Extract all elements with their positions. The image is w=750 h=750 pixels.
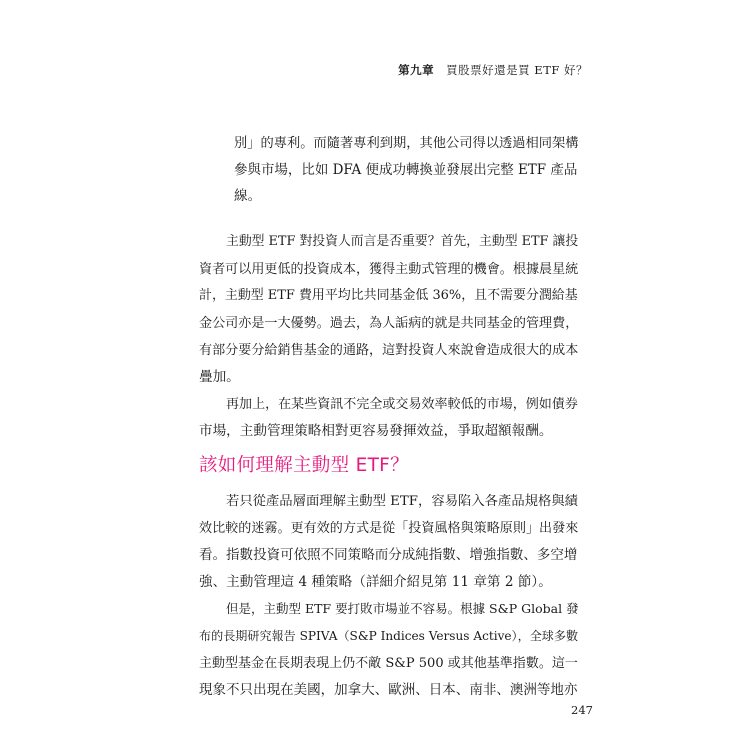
paragraph-line: 效比較的迷霧。更有效的方式是從「投資風格與策略原則」出發來: [199, 521, 579, 536]
running-header: [398, 62, 588, 78]
quote-line: 別」的專利。而隨著專利到期，其他公司得以透過相同架構: [234, 136, 579, 151]
paragraph-line: 疊加。: [199, 369, 240, 385]
paragraph-line: 有部分要分給銷售基金的通路，這對投資人來說會造成很大的成本: [199, 343, 579, 358]
paragraph-line: 但是，主動型 ETF 要打敗市場並不容易。根據 S&P Global 發: [226, 601, 579, 616]
chapter-number: 第九章: [398, 63, 435, 77]
page-number: 247: [571, 703, 593, 717]
paragraph-line: 計，主動型 ETF 費用平均比共同基金低 36%，且不需要分潤給基: [199, 288, 578, 303]
chapter-title: 買股票好還是買 ETF 好？: [446, 63, 588, 77]
paragraph-line: 強、主動管理這 4 種策略（詳細介紹見第 11 章第 2 節）。: [199, 574, 552, 590]
paragraph-line: 資者可以用更低的投資成本，獲得主動式管理的機會。根據晨星統: [199, 262, 579, 277]
paragraph-line: 看。指數投資可依照不同策略而分成純指數、增強指數、多空增: [199, 547, 578, 563]
section-heading: 該如何理解主動型 ETF？: [199, 455, 409, 476]
quote-line: 線。: [234, 188, 262, 204]
paragraph-line: 金公司亦是一大優勢。過去，為人詬病的就是共同基金的管理費，: [199, 316, 579, 331]
paragraph-line: 若只從產品層面理解主動型 ETF，容易陷入各產品規格與績: [226, 494, 578, 509]
paragraph-line: 現象不只出現在美國，加拿大、歐洲、日本、南非、澳洲等地亦: [199, 682, 578, 698]
paragraph-line: 布的長期研究報告 SPIVA（S&P Indices Versus Active），全球多數: [199, 629, 579, 643]
paragraph-line: 市場，主動管理策略相對更容易發揮效益，爭取超額報酬。: [199, 423, 553, 439]
quote-line: 參與市場，比如 DFA 便成功轉換並發展出完整 ETF 產品: [234, 162, 578, 178]
paragraph-line: 再加上，在某些資訊不完全或交易效率較低的市場，例如債券: [226, 397, 578, 412]
paragraph-line: 主動型 ETF 對投資人而言是否重要？首先，主動型 ETF 讓投: [226, 234, 579, 249]
paragraph-line: 主動型基金在長期表現上仍不敵 S&P 500 或其他基準指數。這一: [199, 656, 578, 671]
